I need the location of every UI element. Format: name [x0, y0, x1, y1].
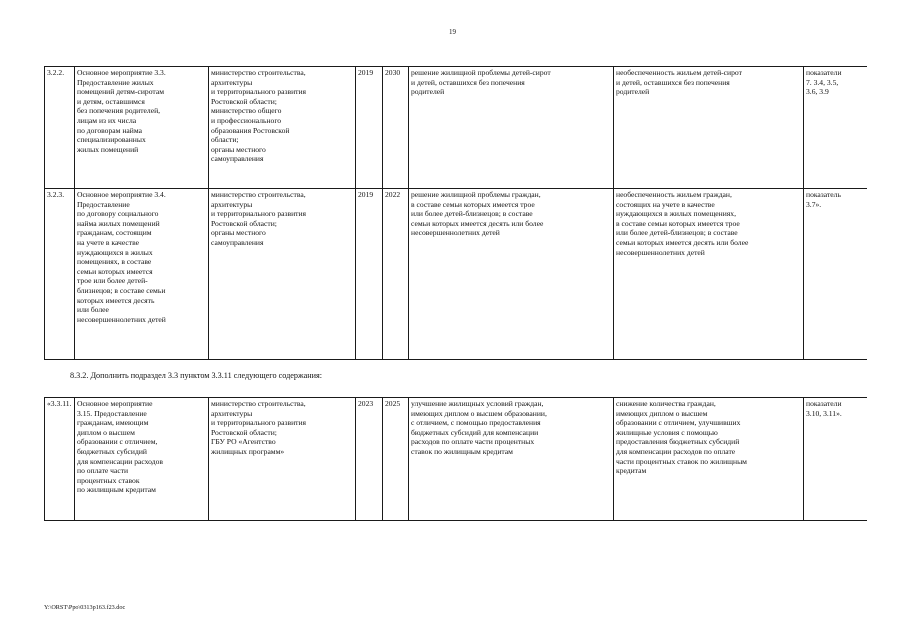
end-year: 2025 [383, 398, 409, 521]
expected-result: улучшение жилищных условий граждан, имеющих диплом о высшем образовании, с отличием, с помощью предоставления бюджетных субсидий для компенсации расходов по оплате части процентных ставок по жилищным кредитам [409, 398, 614, 521]
executor: министерство строительства, архитектуры и территориального развития Ростовской области; органы местного самоуправления [209, 189, 356, 360]
end-year: 2022 [383, 189, 409, 360]
expected-result: решение жилищной проблемы граждан, в составе семьи которых имеется трое или более детей-близнецов; в составе семьи которых имеется десять или более несовершеннолетних детей [409, 189, 614, 360]
table-row [45, 189, 867, 360]
non-implementation-consequences: необеспеченность жильем граждан, состоящих на учете в качестве нуждающихся в жилых помещениях, в составе семьи которых имеется трое или более детей-близнецов; в составе семьи которых имеется десять или более несовершеннолетних детей [614, 189, 804, 360]
indicator-link: показатель 3.7». [804, 189, 867, 360]
page-number: 19 [449, 28, 456, 36]
start-year: 2023 [356, 398, 383, 521]
table-row [45, 398, 867, 521]
expected-result: решение жилищной проблемы детей-сирот и детей, оставшихся без попечения родителей [409, 67, 614, 189]
indicator-link: показатели 3.10, 3.11». [804, 398, 867, 521]
non-implementation-consequences: снижение количества граждан, имеющих диплом о высшем образовании с отличием, улучшивших жилищные условия с помощью предоставления бюджетных субсидий для компенсации расходов по оплате части процентных ставок по жилищным кредитам [614, 398, 804, 521]
row-number: «3.3.11. [45, 398, 75, 521]
end-year: 2030 [383, 67, 409, 189]
non-implementation-consequences: необеспеченность жильем детей-сирот и детей, оставшихся без попечения родителей [614, 67, 804, 189]
activities-table [44, 66, 867, 360]
executor: министерство строительства, архитектуры и территориального развития Ростовской области; министерство общего и профессионального образования Ростовской области; органы местного самоуправления [209, 67, 356, 189]
event-name: Основное мероприятие 3.4. Предоставление по договору социального найма жилых помещений гражданам, состоящим на учете в качестве нуждающихся в жилых помещениях, в составе семьи которых имеется трое или более детей- близнецов; в составе семьи которых имеется десять или более несовершеннолетних детей [75, 189, 209, 360]
row-number: 3.2.2. [45, 67, 75, 189]
event-name: Основное мероприятие 3.15. Предоставление гражданам, имеющим диплом о высшем образовании с отличием, бюджетных субсидий для компенсации расходов по оплате части процентных ставок по жилищным кредитам [75, 398, 209, 521]
row-number: 3.2.3. [45, 189, 75, 360]
table-row [45, 67, 867, 189]
executor: министерство строительства, архитектуры и территориального развития Ростовской области; ГБУ РО «Агентство жилищных программ» [209, 398, 356, 521]
start-year: 2019 [356, 67, 383, 189]
start-year: 2019 [356, 189, 383, 360]
amendment-instruction: 8.3.2. Дополнить подраздел 3.3 пунктом 3.3.11 следующего содержания: [70, 371, 323, 380]
file-path-footer: Y:\ORST\Ppo\0313p163.f23.doc [44, 604, 126, 611]
new-activity-table [44, 397, 867, 521]
event-name: Основное мероприятие 3.3. Предоставление жилых помещений детям-сиротам и детям, оставшимся без попечения родителей, лицам из их числа по договорам найма специализированных жилых помещений [75, 67, 209, 189]
indicator-link: показатели 7. 3.4, 3.5, 3.6, 3.9 [804, 67, 867, 189]
